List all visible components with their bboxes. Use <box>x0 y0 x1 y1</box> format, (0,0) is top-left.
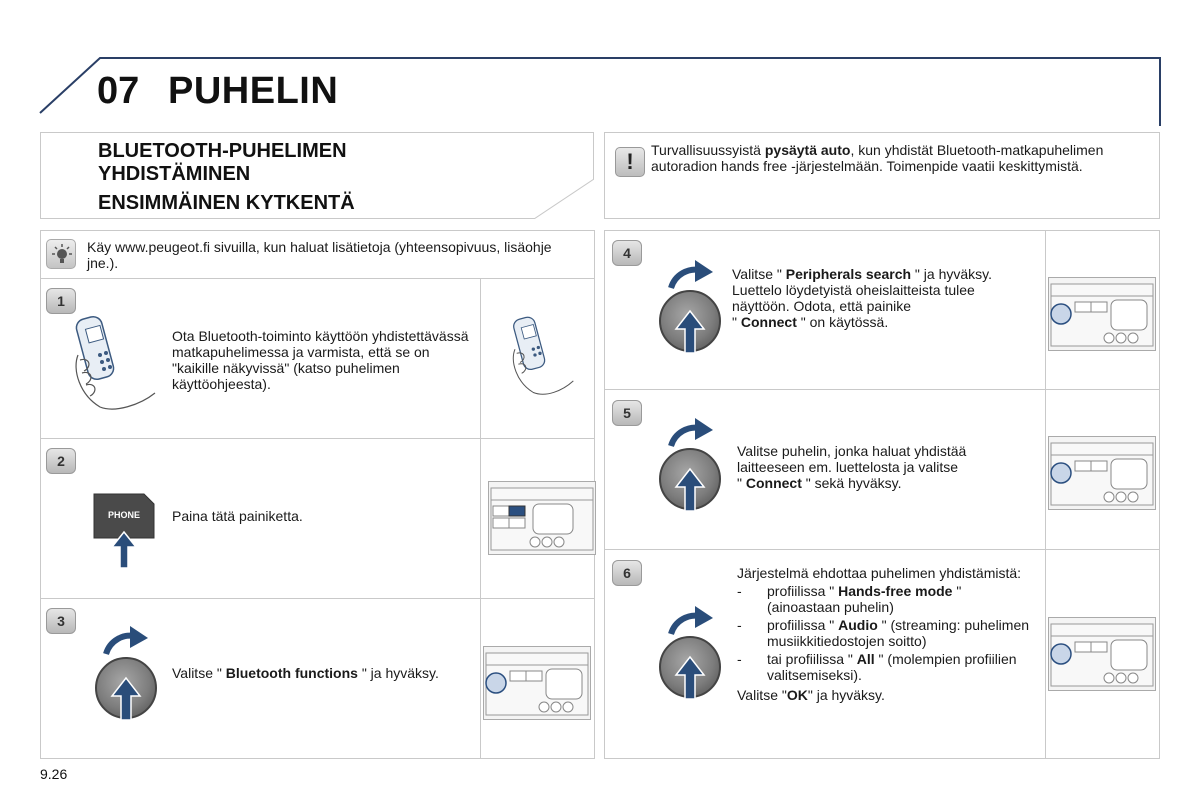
phone-button-icon <box>92 492 156 570</box>
title-corner-decoration <box>534 179 594 219</box>
chapter-title: PUHELIN <box>168 70 339 112</box>
divider <box>480 279 481 758</box>
page-number: 9.26 <box>40 766 68 782</box>
step-4-text: Valitse " Peripherals search " ja hyväksy. Luettelo löydetyistä oheislaitteista tulee näyttöön. Odota, että painike " Connect " on käytössä. <box>732 266 992 330</box>
press-arrow-icon <box>110 676 142 722</box>
divider <box>41 598 594 599</box>
radio-panel-thumbnail <box>488 481 596 555</box>
phone-button-label: PHONE <box>107 510 140 520</box>
step-1-text: Ota Bluetooth-toiminto käyttöön yhdistettävässä matkapuhelimessa ja varmista, että se on "kaikille näkyvissä" (katso puhelimen käyttöohjeesta). <box>172 328 469 392</box>
press-arrow-icon <box>674 467 706 513</box>
divider <box>605 389 1159 390</box>
divider <box>1045 231 1046 758</box>
section-subtitle: ENSIMMÄINEN KYTKENTÄ <box>98 192 355 214</box>
radio-panel-thumbnail <box>1048 617 1156 691</box>
step-2-text: Paina tätä painiketta. <box>172 508 303 524</box>
rotate-arrow-icon <box>667 418 715 448</box>
step-4-badge: 4 <box>612 240 642 266</box>
section-title <box>98 140 347 186</box>
section-title-line1: BLUETOOTH-PUHELIMEN <box>98 140 347 162</box>
website-tip-text: Käy www.peugeot.fi sivuilla, kun haluat lisätietoja (yhteensopivuus, lisäohje jne.). <box>87 239 552 271</box>
step-6-intro: Järjestelmä ehdottaa puhelimen yhdistämistä: <box>737 565 1022 581</box>
step-3-badge: 3 <box>46 608 76 634</box>
exclamation-icon: ! <box>615 147 645 177</box>
step-1-badge: 1 <box>46 288 76 314</box>
profile-options-list <box>737 583 1037 683</box>
rotate-arrow-icon <box>102 626 150 656</box>
safety-warning-box <box>604 132 1160 219</box>
section-title-box <box>40 132 594 219</box>
radio-panel-thumbnail <box>483 646 591 720</box>
chapter-number: 07 <box>97 70 140 112</box>
list-item: - tai profiilissa " All " (molempien profiilien valitsemiseksi). <box>737 651 1037 683</box>
step-6-text: Järjestelmä ehdottaa puhelimen yhdistämistä: - profiilissa " Hands-free mode " (ainoastaan puhelin) - profiilissa " Audio " (streaming: puhelimen musiikkitiedostojen soitto) - tai profiilissa " All " (molempien profiilien valitsemiseksi). Valitse "OK" ja hyväksy. <box>737 565 1037 703</box>
rotate-arrow-icon <box>667 260 715 290</box>
radio-panel-thumbnail <box>1048 436 1156 510</box>
step-5-badge: 5 <box>612 400 642 426</box>
divider <box>605 549 1159 550</box>
divider <box>41 278 594 279</box>
lightbulb-icon <box>46 239 76 269</box>
step-6-badge: 6 <box>612 560 642 586</box>
rotate-arrow-icon <box>667 606 715 636</box>
section-title-line2: YHDISTÄMINEN <box>98 163 251 185</box>
phone-in-hand-icon <box>500 315 575 400</box>
press-arrow-icon <box>674 655 706 701</box>
radio-panel-thumbnail <box>1048 277 1156 351</box>
step-2-badge: 2 <box>46 448 76 474</box>
phone-in-hand-icon <box>70 315 160 415</box>
press-arrow-icon <box>674 309 706 355</box>
list-item: - profiilissa " Hands-free mode " (ainoastaan puhelin) <box>737 583 1037 615</box>
step-3-text: Valitse " Bluetooth functions " ja hyväksy. <box>172 665 439 681</box>
list-item: - profiilissa " Audio " (streaming: puhelimen musiikkitiedostojen soitto) <box>737 617 1037 649</box>
step-5-text: Valitse puhelin, jonka haluat yhdistää laitteeseen em. luettelosta ja valitse " Connect " sekä hyväksy. <box>737 443 967 491</box>
divider <box>41 438 594 439</box>
safety-warning-text: Turvallisuussyistä pysäytä auto, kun yhdistät Bluetooth-matkapuhelimen autoradion hands free -järjestelmään. Toimenpide vaatii keskittymistä. <box>651 142 1104 174</box>
